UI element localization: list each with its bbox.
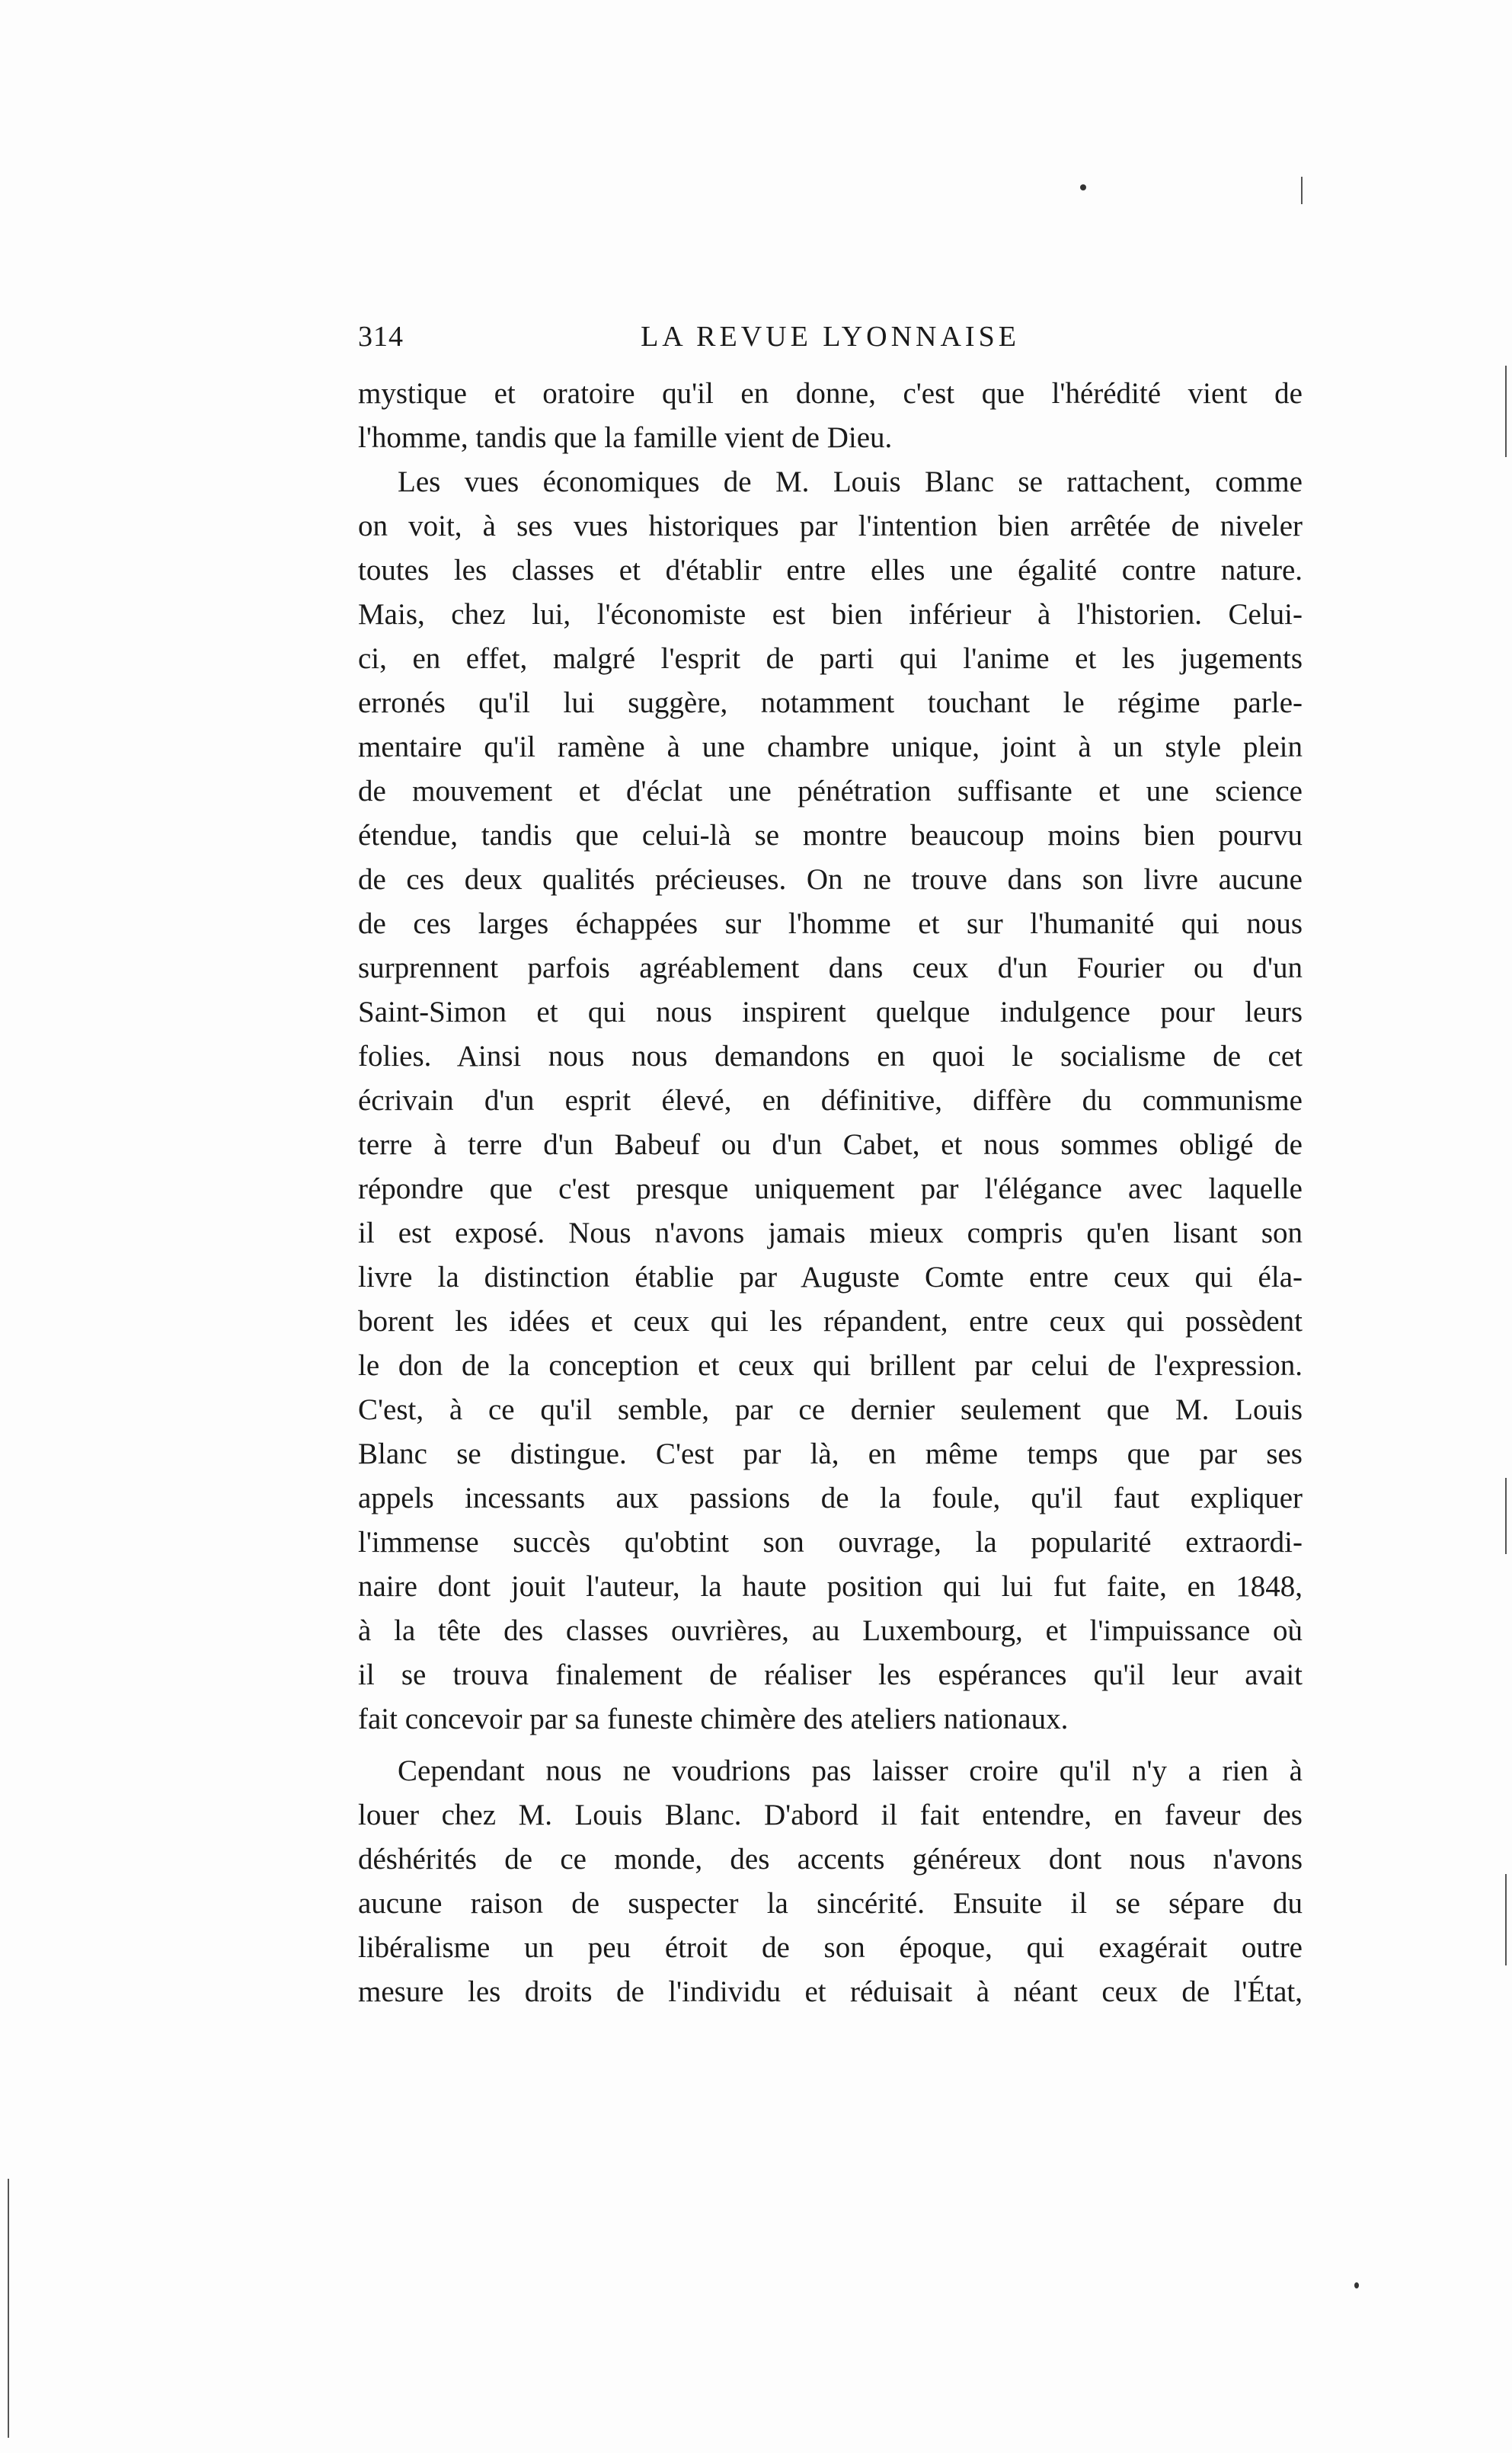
text-line: déshérités de ce monde, des accents généreux dont nous n'avons [358, 1843, 1303, 1876]
paragraph [358, 1749, 1303, 2014]
running-title: LA REVUE LYONNAISE [641, 321, 1020, 353]
text-line: on voit, à ses vues historiques par l'intention bien arrêtée de niveler [358, 510, 1303, 542]
text-line: l'immense succès qu'obtint son ouvrage, la popularité extraordi- [358, 1526, 1303, 1559]
text-line: naire dont jouit l'auteur, la haute position qui lui fut faite, en 1848, [358, 1570, 1303, 1603]
text-line: de ces deux qualités précieuses. On ne trouve dans son livre aucune [358, 863, 1303, 896]
text-line: de mouvement et d'éclat une pénétration suffisante et une science [358, 775, 1303, 808]
text-line: surprennent parfois agréablement dans ceux d'un Fourier ou d'un [358, 951, 1303, 984]
text-line: ci, en effet, malgré l'esprit de parti qui l'anime et les jugements [358, 642, 1303, 675]
paragraph [358, 460, 1303, 1741]
text-line: de ces larges échappées sur l'homme et sur l'humanité qui nous [358, 907, 1303, 940]
paragraph [358, 372, 1303, 460]
text-line: Saint-Simon et qui nous inspirent quelque indulgence pour leurs [358, 996, 1303, 1028]
text-line: libéralisme un peu étroit de son époque, qui exagérait outre [358, 1931, 1303, 1964]
page-header [358, 320, 1303, 366]
text-line: répondre que c'est presque uniquement par l'élégance avec laquelle [358, 1172, 1303, 1205]
text-line: l'homme, tandis que la famille vient de Dieu. [358, 421, 893, 454]
scan-speck [1354, 2282, 1359, 2288]
text-line: folies. Ainsi nous nous demandons en quoi le socialisme de cet [358, 1040, 1303, 1073]
text-line: il est exposé. Nous n'avons jamais mieux compris qu'en lisant son [358, 1217, 1303, 1249]
text-line: Cependant nous ne voudrions pas laisser croire qu'il n'y a rien à [398, 1754, 1303, 1787]
text-line: terre à terre d'un Babeuf ou d'un Cabet, et nous sommes obligé de [358, 1128, 1303, 1161]
text-line: fait concevoir par sa funeste chimère des ateliers nationaux. [358, 1703, 1069, 1735]
text-line: mesure les droits de l'individu et réduisait à néant ceux de l'État, [358, 1975, 1303, 2008]
text-line: Blanc se distingue. C'est par là, en même temps que par ses [358, 1438, 1303, 1470]
text-line: toutes les classes et d'établir entre elles une égalité contre nature. [358, 554, 1303, 587]
text-line: aucune raison de suspecter la sincérité. Ensuite il se sépare du [358, 1887, 1303, 1920]
text-line: borent les idées et ceux qui les répandent, entre ceux qui possèdent [358, 1305, 1303, 1338]
text-line: mentaire qu'il ramène à une chambre unique, joint à un style plein [358, 731, 1303, 763]
scan-edge-mark [1301, 177, 1303, 204]
text-line: louer chez M. Louis Blanc. D'abord il fait entendre, en faveur des [358, 1799, 1303, 1831]
text-line: écrivain d'un esprit élevé, en définitive, diffère du communisme [358, 1084, 1303, 1117]
scan-speck [1080, 184, 1086, 190]
scan-edge-mark [1505, 366, 1507, 457]
text-line: appels incessants aux passions de la foule, qu'il faut expliquer [358, 1482, 1303, 1514]
paragraph-gap [358, 1741, 1303, 1749]
text-line: le don de la conception et ceux qui brillent par celui de l'expression. [358, 1349, 1303, 1382]
text-line: livre la distinction établie par Auguste Comte entre ceux qui éla- [358, 1261, 1303, 1294]
text-line: à la tête des classes ouvrières, au Luxembourg, et l'impuissance où [358, 1614, 1303, 1647]
text-line: erronés qu'il lui suggère, notamment touchant le régime parle- [358, 686, 1303, 719]
scan-edge-mark [8, 2179, 9, 2438]
page-number: 314 [358, 321, 404, 353]
text-line: étendue, tandis que celui-là se montre beaucoup moins bien pourvu [358, 819, 1303, 852]
scan-edge-mark [1505, 1874, 1507, 1965]
body-text [358, 372, 1303, 2014]
text-line: Mais, chez lui, l'économiste est bien inférieur à l'historien. Celui- [358, 598, 1303, 631]
text-line: mystique et oratoire qu'il en donne, c'est que l'hérédité vient de [358, 377, 1303, 410]
text-line: il se trouva finalement de réaliser les espérances qu'il leur avait [358, 1658, 1303, 1691]
text-line: Les vues économiques de M. Louis Blanc se rattachent, comme [398, 465, 1303, 498]
scan-edge-mark [1505, 1478, 1507, 1554]
text-line: C'est, à ce qu'il semble, par ce dernier seulement que M. Louis [358, 1393, 1303, 1426]
